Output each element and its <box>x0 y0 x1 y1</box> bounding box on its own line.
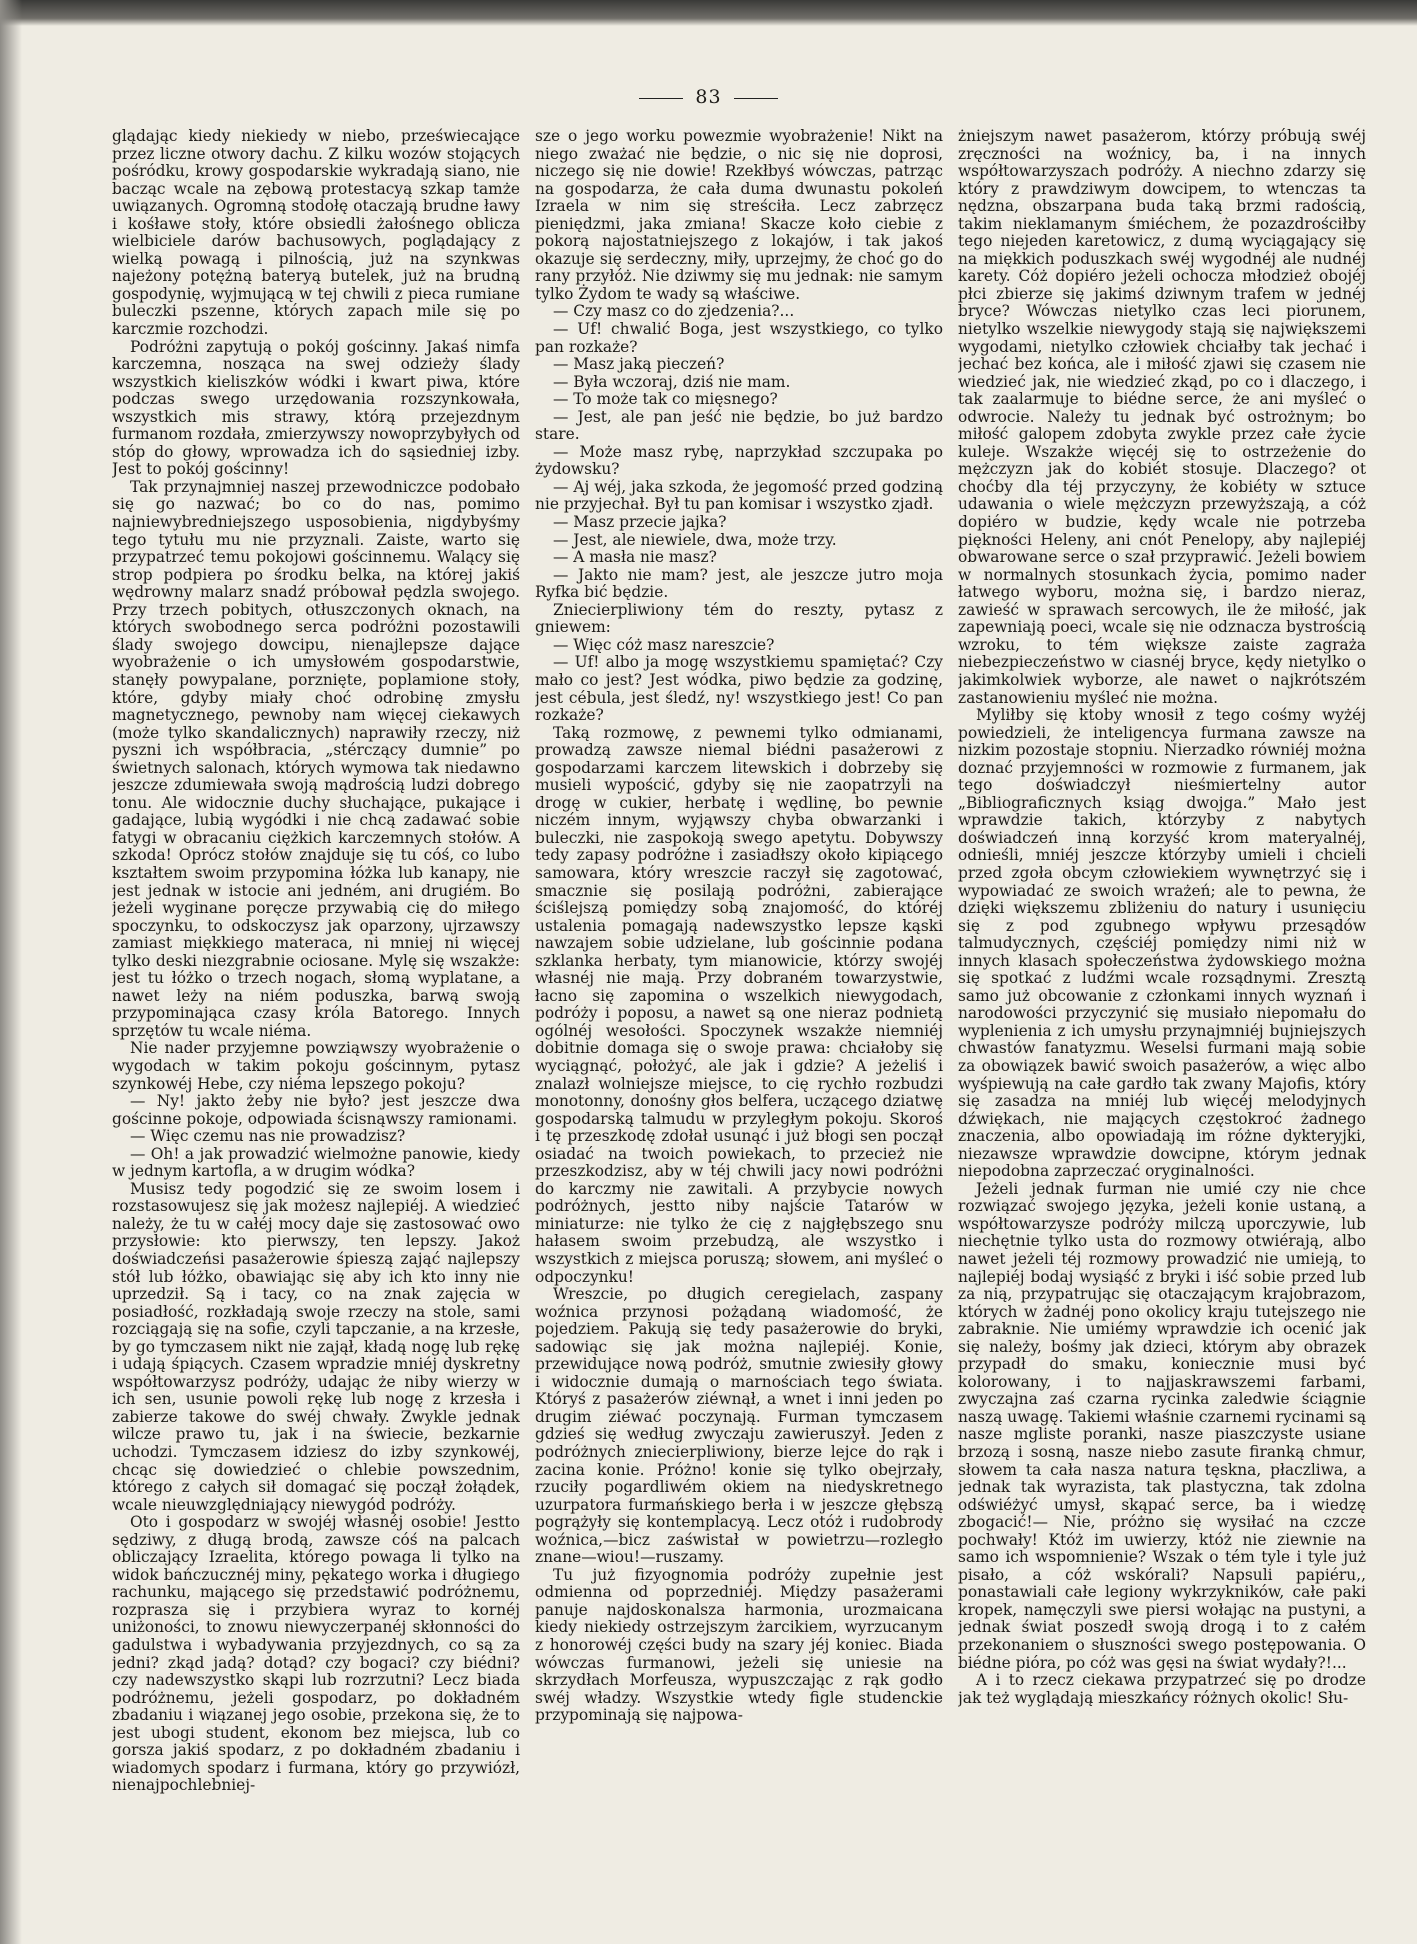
paragraph: Tak przynajmniej naszej przewodniczce podobało się go nazwać; bo co do nas, pomimo najniewybredniejszego usposobienia, nigdybyśmy tego tytułu mu nie przyznali. Zaiste, warto się przypatrzeć temu pokojowi gościnnemu. Walący się strop podpiera po środku belka, na której jakiś wędrowny malarz snadź próbował pędzla swojego. Przy trzech pobitych, otłuszczonych oknach, na których swobodnego serca podróżni pozostawili ślady swojego dowcipu, nienajlepsze dające wyobrażenie o ich umysłowém gospodarstwie, stanęły powypalane, porznięte, poplamione stoły, które, gdyby miały choć odrobinę zmysłu magnetycznego, pewnoby nam więcej ciekawych (może tylko skandalicznych) naprawiły rzeczy, niż pyszni ich współbracia, „stérczący dumnie” po świetnych salonach, których wymowa tak niedawno jeszcze zdumiewała swoją mądrością ludzi dobrego tonu. Ale widocznie duchy słuchające, pukające i gadające, lubią wygódki i nie chcą zadawać sobie fatygi w obracaniu ciężkich karczemnych stołów. A szkoda! Oprócz stołów znajduje się tu cóś, co lubo kształtem swoim przypomina łóżka lub kanapy, nie jest jednak w istocie ani jedném, ani drugiém. Bo jeżeli wyginane poręcze przywabią cię do miłego spoczynku, to odskoczysz jak oparzony, ujrzawszy zamiast miękkiego materaca, ni mniej ni więcej tylko deski niezgrabnie ociosane. Mylę się wszakże: jest tu łóżko o trzech nogach, słomą wyplatane, a nawet leży na niém poduszka, barwą swoją przypominająca czasy króla Batorego. Innych sprzętów tu wcale niéma. <box>112 477 520 1040</box>
paragraph: — Masz jaką pieczeń? <box>553 355 725 374</box>
paragraph: żniejszym nawet pasażerom, którzy próbują swéj zręczności na woźnicy, ba, i na innych współtowarzyszach podróży. A niechno zdarzy się który z prawdziwym dowcipem, to wtenczas ta nędzna, obszarpana buda taką brzmi radością, takim nieklamanym śmiéchem, że pozazdrościłby tego niejeden karetowicz, z dumą wyciągający się na miękkich poduszkach swéj wygodnéj ale nudnéj karety. Cóż dopiéro jeżeli ochocza młodzież obojéj płci zbierze się jakimś dziwnym trafem w jednéj bryce? Wówczas nietylko czas leci piorunem, nietylko wszelkie niewygody stają się największemi wygodami, nietylko człowiek chciałby tak jechać i jechać bez końca, ale i miłość zjawi się czasem nie wiedzieć jak, nie wiedzieć zkąd, po co i dlaczego, i tak zaalarmuje to biédne serce, że ani myśleć o odwrocie. Należy tu jednak być ostrożnym; bo miłość galopem zdobyta zwykle przez całe życie kuleje. Wszakże więcéj się to ostrzeżenie do mężczyzn jak do kobiét stosuje. Dlaczego? ot choćby dla téj przyczyny, że kobiéty w sztuce udawania o wiele mężczyzn przewyższają, a cóż dopiéro w budzie, kędy wcale nie potrzeba piękności Heleny, ani cnót Penelopy, aby najlepiéj obwarowane serce o szał przyprawić. Jeżeli bowiem w normalnych stosunkach życia, pomimo nader łatwego wyboru, można się, i bardzo nieraz, zawieść w sprawach sercowych, ile że miłość, jak zapewniają poeci, wcale się nie odznacza bystrością wzroku, to tém większe zaiste zagraża niebezpieczeństwo w ciasnéj bryce, kędy nietylko o jakimkolwiek wyborze, ale nawet o najkrótszém zastanowieniu myśleć nie można. <box>958 128 1366 707</box>
paragraph: — Masz przecie jajka? <box>553 513 727 532</box>
paragraph: — Uf! albo ja mogę wszystkiemu spamiętać? Czy mało co jest? Jest wódka, piwo będzie za godzinę, jest cébula, jest śledź, ny! wszystkiego jest! Co pan rozkaże? <box>535 653 943 725</box>
text-columns <box>112 128 1367 1908</box>
paragraph: Podróżni zapytują o pokój gościnny. Jakaś nimfa karczemna, nosząca na swej odzieży ślady wszystkich kieliszków wódki i kwart piwa, które podczas swego urzędowania rozszynkowała, wszystkich mis strawy, którą przejezdnym furmanom rozdała, zmierzywszy nowoprzybyłych od stóp do głowy, wprowadza ich do sąsiedniej izby. Jest to pokój gościnny! <box>112 337 520 479</box>
paragraph: — Więc cóż masz nareszcie? <box>553 635 775 654</box>
paragraph: glądając kiedy niekiedy w niebo, przeświecające przez liczne otwory dachu. Z kilku wozów stojących pośródku, krowy gospodarskie wykradają siano, nie bacząc wcale na zębową protestacyą szkap tamże uwiązanych. Ogromną stodołę otaczają brudne ławy i kośławe stoły, które obsiedli żałośnego oblicza wielbiciele darów bachusowych, poglądający z wielką powagą i pilnością, już na szynkwas najeżony potężną bateryą butelek, już na brudną gospodynię, wyjmującą w tej chwili z pieca rumiane buleczki pszenne, których zapach mile się po karczmie rozchodzi. <box>112 128 520 339</box>
scan-left-edge <box>0 0 22 1944</box>
column-2 <box>535 128 943 1908</box>
paragraph: Musisz tedy pogodzić się ze swoim losem i rozstasowujesz się jak możesz najlepiéj. A wiedzieć należy, że tu w całéj mocy daje się zastosować owo przysłowie: kto pierwszy, ten lepszy. Jakoż doświadczeńsi pasażerowie śpieszą zająć najlepszy stół lub łóżko, obawiając się aby ich kto inny nie uprzedził. Są i tacy, co na znak zajęcia w posiadłość, rozkładają swoje rzeczy na stole, sami rozciągają się na sofie, czyli tapczanie, a na krzesłe, by go tymczasem nikt nie zajął, kładą nogę lub rękę i udają śpiących. Czasem wpradzie mniéj dyskretny współtowarzysz podróży, udając że niby wierzy w ich sen, usunie powoli rękę lub nogę z krzesła i zabierze takowe do swéj chwały. Zwykle jednak wilcze prawo tu, jak i na świecie, bezkarnie uchodzi. Tymczasem idziesz do izby szynkowéj, chcąc się dowiedzieć o chlebie powszednim, którego z całych sił domagać się począł żołądek, wcale nieuwzględniający niewygód podróży. <box>112 1179 520 1514</box>
paragraph: Nie nader przyjemne powziąwszy wyobrażenie o wygodach w takim pokoju gościnnym, pytasz szynkowéj Hebe, czy niéma lepszego pokoju? <box>112 1039 520 1093</box>
paragraph: Oto i gospodarz w swojéj własnéj osobie! Jestto sędziwy, z długą brodą, zawsze cóś na palcach obliczający Izraelita, którego powaga li tylko na widok bańczucznéj miny, pękatego worka i długiego rachunku, mającego się przedstawić podróżnemu, rozprasza się i przybiera wyraz to kornéj uniżoności, to znowu niewyczerpanéj skłonności do gadulstwa i wybadywania przyjezdnych, co są za jedni? zkąd jadą? dotąd? czy bogaci? czy biédni? czy nadewszystko skąpi lub rozrzutni? Lecz biada podróżnemu, jeżeli gospodarz, po dokładném zbadaniu i wiązanej jego osobie, przekona się, że to jest ubogi student, ekonom bez miejsca, lub co gorsza jakiś spodarz, z po dokładném zbadaniu i wiadomych spodarz i furmana, który go przywiózł, nienajpochlebniej- <box>112 1513 520 1795</box>
scan-top-edge <box>0 0 1417 26</box>
paragraph: — Aj wéj, jaka szkoda, że jegomość przed godziną nie przyjechał. Był tu pan komisar i wszystko zjadł. <box>535 477 943 514</box>
paragraph: — Jakto nie mam? jest, ale jeszcze jutro moja Ryfka bić będzie. <box>535 565 943 602</box>
paragraph: Jeżeli jednak furman nie umié czy nie chce rozwiązać swojego języka, jeżeli konie ustaną, a współtowarzysze podróży milczą uporczywie, lub niechętnie tylko usta do rozmowy otwiérają, albo nawet jeżeli téj rozmowy prowadzić nie umieją, to najlepiéj bodaj wysiąść z bryki i iść sobie przed lub za nią, przypatrując się otaczającym krajobrazom, których w żadnéj pono okolicy kraju tutejszego nie zabraknie. Nie umiémy wprawdzie ich ocenić jak się należy, bośmy jak dzieci, którym aby obrazek przypadł do smaku, koniecznie musi być kolorowany, i to najjaskrawszemi farbami, zwyczajna zaś czarna rycinka zaledwie ściągnie naszą uwagę. Takiemi właśnie czarnemi rycinami są nasze mgliste poranki, nasze piaszczyste usiane brzozą i sosną, nasze niebo zasute firanką chmur, słowem ta cała nasza natura tęskna, płaczliwa, a jednak tak wyrazista, tak plastyczna, tak zdolna odświéżyć umysł, skąpać serce, ba i wiedzę zbogacić!— Nie, próżno się wysiłać na czcze pochwały! Któż im uwierzy, któż nie ziewnie na samo ich wspomnienie? Wszak o tém tyle i tyle już pisało, a cóż wskórali? Napsuli papiéru,, ponastawiali całe legiony wykrzykników, całe paki kropek, namęczyli swe piersi wołając na pustyni, a jednak świat poszedł swoją drogą i to z całém przekonaniem o słuszności swego postępowania. O biédne pióra, po cóż was gęsi na świat wydały?!... <box>958 1179 1366 1672</box>
paragraph: Zniecierpliwiony tém do reszty, pytasz z gniewem: <box>535 600 943 637</box>
paragraph: — Ny! jakto żeby nie było? jest jeszcze dwa gościnne pokoje, odpowiada ścisnąwszy ramionami. <box>112 1092 520 1128</box>
folio-dash-left <box>639 98 683 99</box>
paragraph: — Czy masz co do zjedzenia?... <box>553 302 795 321</box>
paragraph: Tu już fizyognomia podróży zupełnie jest odmienna od poprzedniéj. Między pasażerami panuje najdoskonalsza harmonia, urozmaicana kiedy niekiedy ostrzejszym żarcikiem, wyrzucanym z honorowéj części budy na szary jéj koniec. Biada wówczas furmanowi, jeżeli się uniesie na skrzydłach Morfeusza, wypuszczając z rąk godło swéj władzy. Wszystkie wtedy figle studenckie przypominają się najpowa- <box>535 1565 943 1725</box>
paragraph: — Jest, ale niewiele, dwa, może trzy. <box>553 530 837 549</box>
column-1 <box>112 128 520 1908</box>
paragraph: — Może masz rybę, naprzykład szczupaka po żydowsku? <box>535 442 943 479</box>
folio-dash-right <box>734 98 778 99</box>
column-3 <box>958 128 1366 1908</box>
paragraph: — Była wczoraj, dziś nie mam. <box>553 372 791 391</box>
paragraph: — Jest, ale pan jeść nie będzie, bo już bardzo stare. <box>535 407 943 444</box>
paragraph: — Oh! a jak prowadzić wielmożne panowie, kiedy w jednym kartofla, a w drugim wódka? <box>112 1144 520 1181</box>
paragraph: Taką rozmowę, z pewnemi tylko odmianami, prowadzą zawsze niemal biédni pasażerowi z gospodarzami karczem litewskich i dobrzeby się musieli wypościć, gdyby się nie zaopatrzyli na drogę w cukier, herbatę i wędlinę, bo pewnie niczém innym, wyjąwszy chyba obwarzanki i buleczki, nie zaspokoją swego apetytu. Dobywszy tedy zapasy podróżne i zasiadłszy około kipiącego samowara, który wreszcie raczył się zagotować, smacznie się posilają podróżni, zabierające ściślejszą pomiędzy sobą znajomość, do któréj ustalenia pomagają nadewszystko lepsze kąski nawzajem sobie udzielane, lub gościnnie podana szklanka herbaty, tym mianowicie, którzy swojéj własnéj nie mają. Przy dobraném towarzystwie, łacno się zapomina o wszelkich niewygodach, podróży i poposu, a nawet są one nieraz podnietą ogólnéj wesołości. Spoczynek wszakże niemniéj dobitnie domaga się o swoje prawa: chciałoby się wyciągnąć, położyć, ale jak i gdzie? A jeżeliś i znalazł wolniejsze miejsce, to cię rychło rozbudzi monotonny, donośny głos belfera, uczącego dziatwę gospodarską talmudu w przyległym pokoju. Skoroś i tę przeszkodę zdołał usunąć i już błogi sen począł osiadać na twoich powiekach, to przecież nie przeszkodzisz, aby w téj chwili jacy nowi podróżni do karczmy nie zawitali. A przybycie nowych podróżnych, jestto niby najście Tatarów w miniaturze: nie tylko że cię z najgłębszego snu hałasem swoim przebudzą, ale wszystko i wszystkich z miejsca poruszą; słowem, ani myśleć o odpoczynku! <box>535 723 943 1286</box>
paragraph: Wreszcie, po długich ceregielach, zaspany woźnica przynosi pożądaną wiadomość, że pojedziem. Pakują się tedy pasażerowie do bryki, sadowiąc się jak można najlepiéj. Konie, przewidujące nową podróż, smutnie zwiesiły głowy i widocznie dumają o marnościach tego świata. Któryś z pasażerów ziéwnął, a wnet i inni jeden po drugim ziéwać poczynają. Furman tymczasem gdzieś się według zwyczaju zawieruszył. Jeden z podróżnych zniecierpliwiony, bierze lejce do rąk i zacina konie. Próżno! konie się tylko obejrzały, rzuciły pogardliwém okiem na niedyskretnego uzurpatora furmańskiego berła i w jeszcze głębszą pogrążyły się kontemplacyą. Lecz otóż i rudobrody woźnica,—bicz zaświstał w powietrzu—rozległo znane—wiou!—ruszamy. <box>535 1285 943 1567</box>
paragraph: A i to rzecz ciekawa przypatrzeć się po drodze jak też wyglądają mieszkańcy różnych okolic! Słu- <box>958 1671 1366 1707</box>
paragraph: sze o jego worku powezmie wyobrażenie! Nikt na niego zważać nie będzie, o nic się nie doprosi, niczego się nie dowie! Rzekłbyś wówczas, patrząc na gospodarza, że cała duma dwunastu pokoleń Izraela w nim się streściła. Lecz zabrzęcz pieniędzmi, jaka zmiana! Skacze koło ciebie z pokorą najostatniejszego z lokajów, i tak jakoś okazuje się serdeczny, miły, uprzejmy, że choć go do rany przyłóż. Nie dziwmy się mu jednak: nie samym tylko Żydom te wady są właściwe. <box>535 128 943 303</box>
page-number: 83 <box>695 86 722 108</box>
paragraph: — Uf! chwalić Boga, jest wszystkiego, co tylko pan rozkaże? <box>535 320 943 356</box>
paragraph: — To może tak co mięsnego? <box>553 390 778 409</box>
paragraph: — A masła nie masz? <box>553 548 717 567</box>
paragraph: Myliłby się ktoby wnosił z tego cośmy wyżéj powiedzieli, że inteligencya furmana zawsze na nizkim pozostaje stopniu. Nierzadko równiéj można doznać przyjemności w rozmowie z furmanem, jak tego doświadczył nieśmiertelny autor „Bibliograficznych ksiąg dwojga.” Mało jest wprawdzie takich, którzyby z nabytych doświadczeń inną korzyść krom materyalnéj, odnieśli, mniéj jeszcze którzyby umieli i chcieli przed zgoła obcym człowiekiem wywnętrzyć się i wypowiadać ze swoich wrażeń; ale to pewna, że dzięki większemu zbliżeniu do natury i usunięciu się z pod zgubnego wpływu przesądów talmudycznych, częściéj pomiędzy nimi niż w innych klasach społeczeństwa żydowskiego można się spotkać z ludźmi wcale rozsądnymi. Zresztą samo już obcowanie z członkami innych wyznań i narodowości przyczynić się musiało niepomału do wyplenienia z ich umysłu przynajmniéj bujniejszych chwastów fanatyzmu. Weselsi furmani mają sobie za obowiązek bawić swoich pasażerów, a więc albo wyśpiewują na całe gardło tak zwany Majofis, który się zasadza na mniéj lub więcéj melodyjnych dźwiękach, nie mających częstokroć żadnego znaczenia, albo opowiadają im różne dykteryjki, niezawsze wprawdzie dowcipne, którym jednak niepodobna zaprzeczać oryginalności. <box>958 706 1366 1181</box>
page-folio <box>0 86 1417 108</box>
paragraph: — Więc czemu nas nie prowadzisz? <box>130 1127 406 1146</box>
